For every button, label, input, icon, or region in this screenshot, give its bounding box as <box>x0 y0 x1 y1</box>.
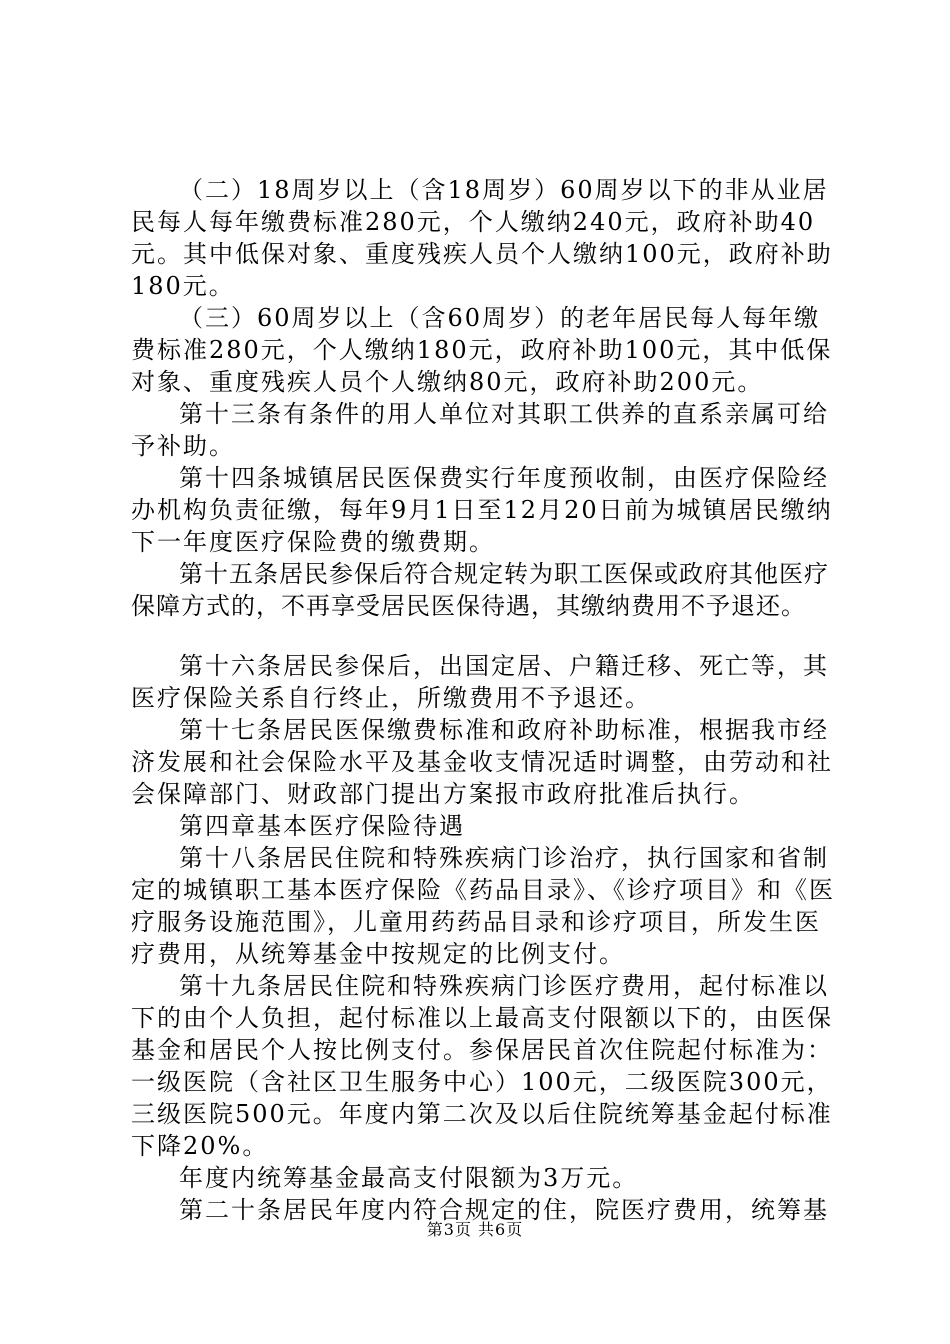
paragraph-article-13: 第十三条有条件的用人单位对其职工供养的直系亲属可给予补助。 <box>131 400 829 460</box>
paragraph-article-20: 第二十条居民年度内符合规定的住，院医疗费用，统筹基 <box>179 1196 829 1224</box>
paragraph-article-14: 第十四条城镇居民医保费实行年度预收制，由医疗保险经办机构负责征缴，每年9月1日至12月20日前为城镇居民缴纳下一年度医疗保险费的缴费期。 <box>131 464 833 556</box>
paragraph-article-16: 第十六条居民参保后，出国定居、户籍迁移、死亡等，其医疗保险关系自行终止，所缴费用不予退还。 <box>131 652 829 712</box>
paragraph-annual-limit: 年度内统筹基金最高支付限额为3万元。 <box>179 1164 639 1192</box>
paragraph-contribution-elderly: （三）60周岁以上（含60周岁）的老年居民每人每年缴费标准280元，个人缴纳180元，政府补助100元，其中低保对象、重度残疾人员个人缴纳80元，政府补助200元。 <box>131 304 833 396</box>
paragraph-contribution-adult: （二）18周岁以上（含18周岁）60周岁以下的非从业居民每人每年缴费标准280元，个人缴纳240元，政府补助40元。其中低保对象、重度残疾人员个人缴纳100元，政府补助180元。 <box>131 176 833 300</box>
document-body <box>131 174 837 1226</box>
paragraph-article-19: 第十九条居民住院和特殊疾病门诊医疗费用，起付标准以下的由个人负担，起付标准以上最高支付限额以下的，由医保基金和居民个人按比例支付。参保居民首次住院起付标准为：一级医院（含社区卫生服务中心）100元，二级医院300元，三级医院500元。年度内第二次及以后住院统筹基金起付标准下降20%。 <box>131 972 833 1160</box>
paragraph-article-15: 第十五条居民参保后符合规定转为职工医保或政府其他医疗保障方式的，不再享受居民医保待遇，其缴纳费用不予退还。 <box>131 560 829 620</box>
paragraph-article-18: 第十八条居民住院和特殊疾病门诊治疗，执行国家和省制定的城镇职工基本医疗保险《药品目录》、《诊疗项目》和《医疗服务设施范围》，儿童用药药品目录和诊疗项目，所发生医疗费用，从统筹基金中按规定的比例支付。 <box>131 844 835 968</box>
chapter-heading: 第四章基本医疗保险待遇 <box>179 812 465 840</box>
page-number-footer: 第3页 共6页 <box>426 1220 524 1239</box>
paragraph-article-17: 第十七条居民医保缴费标准和政府补助标准，根据我市经济发展和社会保险水平及基金收支情况适时调整，由劳动和社会保障部门、财政部门提出方案报市政府批准后执行。 <box>131 716 833 808</box>
